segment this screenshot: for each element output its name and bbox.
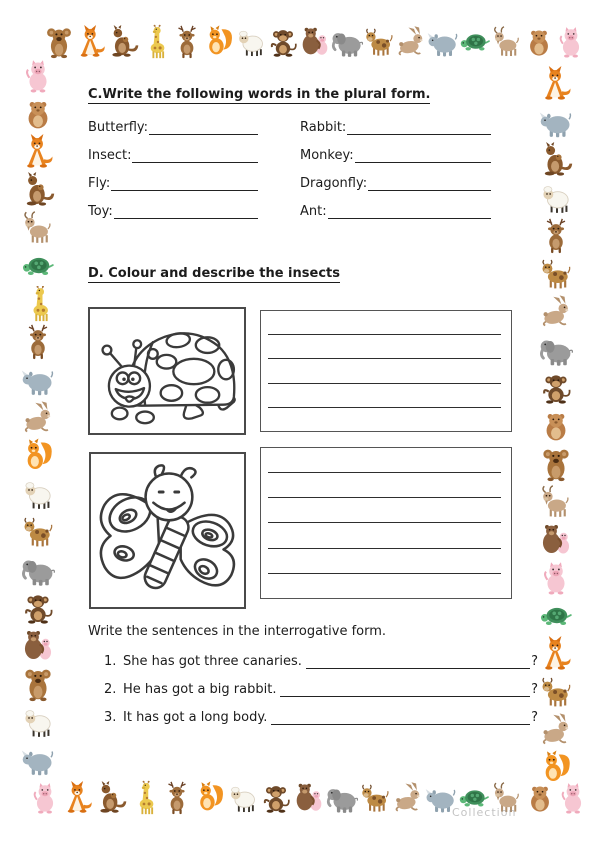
- question-mark: ?: [531, 682, 538, 697]
- sentence-text: It has got a long body.: [123, 710, 268, 725]
- ruled-line: [268, 522, 501, 523]
- sheep-icon: [534, 180, 578, 216]
- word-label: Fly:: [88, 176, 111, 191]
- monkey-icon: [16, 590, 60, 626]
- answer-lines-box-2: [260, 447, 512, 599]
- squirrel-icon: [202, 22, 236, 62]
- deer-icon: [170, 22, 204, 62]
- word-label: Dragonfly:: [300, 176, 368, 191]
- kangaroo-icon: [534, 142, 578, 178]
- ruled-line: [268, 573, 501, 574]
- elephant-icon: [330, 22, 364, 62]
- monkey-icon: [534, 370, 578, 406]
- word-label: Insect:: [88, 148, 132, 163]
- rhino-icon: [534, 104, 578, 140]
- hamster-icon: [522, 22, 556, 62]
- rabbit-icon: [534, 712, 578, 748]
- rhino-icon: [16, 362, 60, 398]
- sheep-icon: [16, 476, 60, 512]
- turtle-icon: [16, 248, 60, 284]
- cow-icon: [534, 256, 578, 292]
- cow-icon: [534, 674, 578, 710]
- plural-item: [88, 118, 258, 135]
- sentence-item: [104, 708, 538, 725]
- watermark: Collection: [452, 806, 517, 819]
- cow-icon: [358, 776, 392, 820]
- answer-line: [111, 179, 258, 191]
- answer-line: [328, 207, 491, 219]
- interrogative-heading: Write the sentences in the interrogative form.: [88, 624, 387, 639]
- squirrel-icon: [193, 776, 227, 820]
- answer-line: [355, 151, 491, 163]
- ruled-line: [268, 497, 501, 498]
- beaver-pig-icon: [534, 522, 578, 558]
- giraffe-icon: [16, 286, 60, 322]
- answer-line: [280, 685, 530, 697]
- word-label: Rabbit:: [300, 120, 347, 135]
- deer-icon: [534, 218, 578, 254]
- ruled-line: [268, 358, 501, 359]
- section-c-heading: [88, 87, 430, 102]
- elephant-icon: [16, 552, 60, 588]
- answer-line: [114, 207, 258, 219]
- ladybug-colouring-box: [88, 307, 246, 435]
- section-d-heading-text: D. Colour and describe the insects: [88, 266, 340, 281]
- hamster-icon: [523, 776, 557, 820]
- fox-icon: [534, 636, 578, 672]
- item-number: 3.: [104, 710, 117, 725]
- beaver-pig-icon: [16, 628, 60, 664]
- goat-icon: [534, 484, 578, 520]
- ruled-line: [268, 548, 501, 549]
- ruled-line: [268, 407, 501, 408]
- giraffe-icon: [127, 776, 161, 820]
- ruled-line: [268, 472, 501, 473]
- plural-item: [300, 202, 491, 219]
- cow-icon: [362, 22, 396, 62]
- word-label: Toy:: [88, 204, 113, 219]
- hamster-icon: [16, 96, 60, 132]
- item-number: 1.: [104, 654, 117, 669]
- pig-icon: [534, 560, 578, 596]
- rhino-icon: [426, 22, 460, 62]
- rabbit-icon: [16, 400, 60, 436]
- ladybug-drawing: [90, 309, 244, 433]
- answer-line: [368, 179, 491, 191]
- butterfly-colouring-box: [89, 452, 246, 609]
- squirrel-icon: [16, 438, 60, 474]
- ruled-line: [268, 383, 501, 384]
- item-number: 2.: [104, 682, 117, 697]
- sentence-item: [104, 680, 538, 697]
- turtle-icon: [534, 598, 578, 634]
- pig-icon: [554, 22, 588, 62]
- kangaroo-icon: [106, 22, 140, 62]
- pig-icon: [556, 776, 590, 820]
- koala-icon: [534, 446, 578, 482]
- butterfly-drawing: [91, 454, 244, 607]
- kangaroo-icon: [16, 172, 60, 208]
- giraffe-icon: [138, 22, 172, 62]
- pig-icon: [28, 776, 62, 820]
- answer-lines-box-1: [260, 310, 512, 432]
- elephant-icon: [325, 776, 359, 820]
- word-label: Ant:: [300, 204, 327, 219]
- cow-icon: [16, 514, 60, 550]
- section-d-heading: [88, 266, 340, 281]
- answer-line: [149, 123, 258, 135]
- hamster-icon: [534, 408, 578, 444]
- plural-item: [88, 202, 258, 219]
- goat-icon: [16, 210, 60, 246]
- word-label: Monkey:: [300, 148, 354, 163]
- beaver-pig-icon: [292, 776, 326, 820]
- plural-right-column: [300, 118, 491, 230]
- sentence-item: [104, 652, 538, 669]
- fox-icon: [74, 22, 108, 62]
- turtle-icon: [458, 22, 492, 62]
- goat-icon: [490, 22, 524, 62]
- kangaroo-icon: [94, 776, 128, 820]
- sheep-icon: [234, 22, 268, 62]
- section-c-heading-text: C.Write the following words in the plural form.: [88, 87, 431, 102]
- question-mark: ?: [531, 710, 538, 725]
- fox-icon: [61, 776, 95, 820]
- sentence-text: He has got a big rabbit.: [123, 682, 277, 697]
- answer-line: [132, 151, 258, 163]
- plural-item: [88, 174, 258, 191]
- plural-item: [300, 118, 491, 135]
- rabbit-icon: [391, 776, 425, 820]
- sentence-text: She has got three canaries.: [123, 654, 302, 669]
- plural-item: [88, 146, 258, 163]
- sheep-icon: [226, 776, 260, 820]
- elephant-icon: [534, 332, 578, 368]
- answer-line: [306, 657, 530, 669]
- koala-icon: [42, 22, 76, 62]
- fox-icon: [534, 66, 578, 102]
- plural-item: [300, 174, 491, 191]
- question-mark: ?: [531, 654, 538, 669]
- answer-line: [347, 123, 491, 135]
- plural-left-column: [88, 118, 258, 230]
- sheep-icon: [16, 704, 60, 740]
- answer-line: [271, 713, 530, 725]
- plural-item: [300, 146, 491, 163]
- rabbit-icon: [394, 22, 428, 62]
- deer-icon: [160, 776, 194, 820]
- ruled-line: [268, 334, 501, 335]
- rhino-icon: [16, 742, 60, 778]
- sentence-list: [104, 652, 538, 736]
- word-label: Butterfly:: [88, 120, 149, 135]
- monkey-icon: [259, 776, 293, 820]
- koala-icon: [16, 666, 60, 702]
- monkey-icon: [266, 22, 300, 62]
- beaver-pig-icon: [298, 22, 332, 62]
- rabbit-icon: [534, 294, 578, 330]
- pig-icon: [16, 58, 60, 94]
- deer-icon: [16, 324, 60, 360]
- fox-icon: [16, 134, 60, 170]
